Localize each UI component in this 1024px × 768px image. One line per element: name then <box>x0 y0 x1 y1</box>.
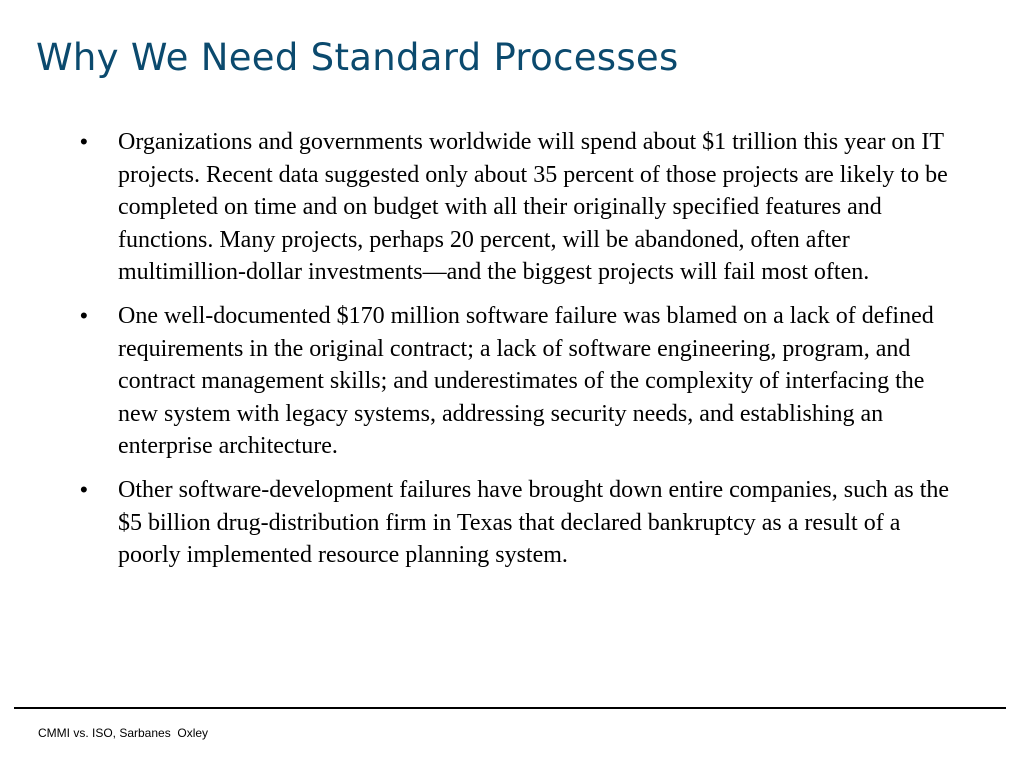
bullet-text: Other software-development failures have brought down entire companies, such as the $5 billion drug-distribution firm in Texas that declared bankruptcy as a result of a poorly implemented resource planning system. <box>118 476 950 569</box>
bullet-item <box>80 300 960 463</box>
bullet-text: Organizations and governments worldwide will spend about $1 trillion this year on IT projects. Recent data suggested only about 35 percent of those projects are likely to be completed on time and on budget with all their originally specified features and functions. Many projects, perhaps 20 percent, will be abandoned, often after multimillion-dollar investments—and the biggest projects will fail most often. <box>118 129 948 286</box>
footer-text: CMMI vs. ISO, Sarbanes Oxley <box>38 726 209 740</box>
bullet-item <box>80 126 960 289</box>
footer-divider <box>14 707 1006 709</box>
bullet-item <box>80 474 960 572</box>
bullet-text: One well-documented $170 million software failure was blamed on a lack of defined requirements in the original contract; a lack of software engineering, program, and contract management skills; and underestimates of the complexity of interfacing the new system with legacy systems, addressing security needs, and establishing an enterprise architecture. <box>118 302 934 460</box>
slide-title: Why We Need Standard Processes <box>36 36 679 79</box>
bullet-marker: • <box>80 476 88 502</box>
bullet-marker: • <box>80 129 88 154</box>
bullet-marker: • <box>80 302 88 328</box>
bullet-list <box>80 126 960 583</box>
